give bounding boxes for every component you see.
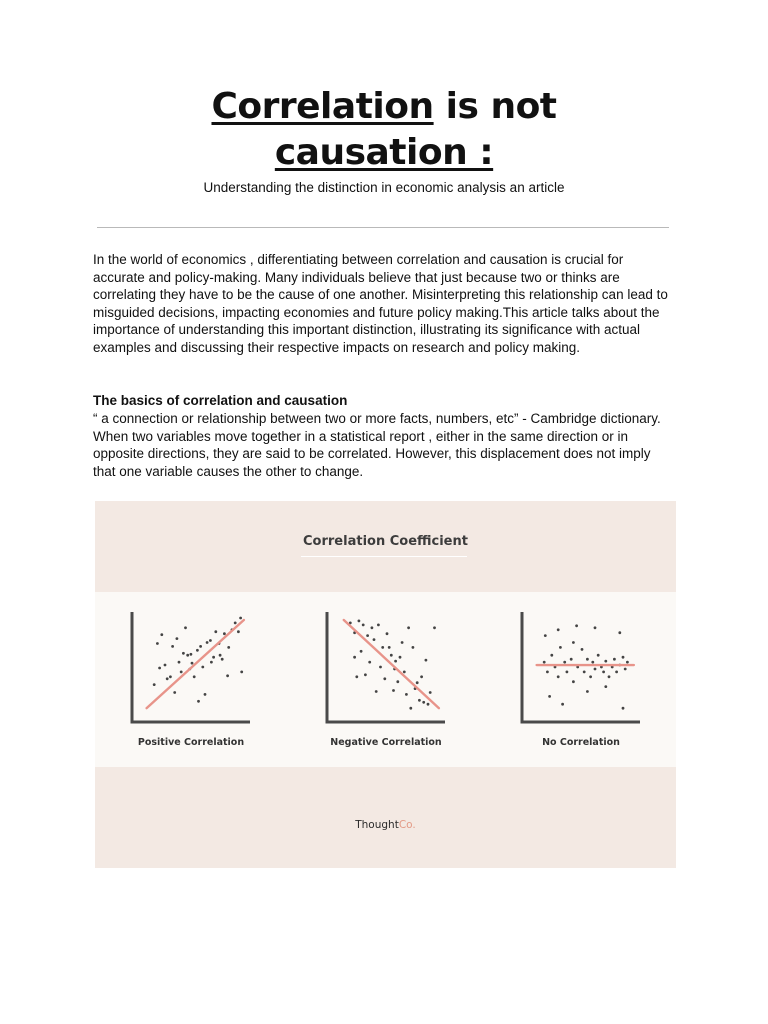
data-point: [608, 675, 611, 678]
data-point: [377, 624, 380, 627]
data-point: [355, 675, 358, 678]
data-point: [583, 671, 586, 674]
data-point: [572, 641, 575, 644]
trend-line: [344, 620, 439, 708]
title-word-is-not: is not: [433, 86, 557, 127]
data-point: [166, 677, 169, 680]
data-point: [212, 656, 215, 659]
data-point: [622, 656, 625, 659]
data-point: [403, 671, 406, 674]
data-point: [409, 707, 412, 710]
title-word-correlation: Correlation: [211, 86, 434, 127]
data-point: [239, 617, 242, 620]
data-point: [373, 638, 376, 641]
data-point: [156, 642, 159, 645]
data-point: [371, 626, 374, 629]
data-point: [360, 650, 363, 653]
data-point: [618, 631, 621, 634]
data-point: [209, 639, 212, 642]
data-point: [581, 648, 584, 651]
title-word-causation: causation :: [274, 132, 494, 173]
data-point: [375, 690, 378, 693]
data-point: [240, 671, 243, 674]
data-point: [422, 701, 425, 704]
data-point: [353, 656, 356, 659]
data-point: [221, 658, 224, 661]
data-point: [602, 671, 605, 674]
data-point: [204, 693, 207, 696]
data-point: [223, 632, 226, 635]
scatter-plots: [95, 592, 676, 767]
data-point: [586, 690, 589, 693]
data-point: [561, 703, 564, 706]
data-point: [425, 659, 428, 662]
trend-line: [147, 620, 244, 708]
section-paragraph: “ a connection or relationship between two or more facts, numbers, etc” - Cambridge dictionary. When two variables move together in a statistical report , either in the same direction or in opposite directions, they are said to be correlated. However, this displacement does not imply that one variable causes the other to change.: [93, 411, 661, 479]
data-point: [164, 664, 167, 667]
data-point: [429, 691, 432, 694]
data-point: [234, 622, 237, 625]
data-point: [401, 641, 404, 644]
correlation-figure: [95, 501, 676, 868]
data-point: [180, 671, 183, 674]
data-point: [201, 666, 204, 669]
data-point: [543, 661, 546, 664]
data-point: [427, 703, 430, 706]
data-point: [615, 671, 618, 674]
data-point: [572, 680, 575, 683]
logo-co: Co.: [398, 819, 416, 831]
section-heading: The basics of correlation and causation: [93, 393, 348, 408]
data-point: [586, 658, 589, 661]
data-point: [566, 671, 569, 674]
data-point: [178, 661, 181, 664]
data-point: [199, 645, 202, 648]
data-point: [597, 654, 600, 657]
data-point: [396, 680, 399, 683]
data-point: [420, 675, 423, 678]
data-point: [366, 634, 369, 637]
data-point: [364, 673, 367, 676]
plot-label: Negative Correlation: [330, 737, 442, 748]
data-point: [158, 667, 161, 670]
data-point: [193, 675, 196, 678]
data-point: [433, 626, 436, 629]
data-point: [399, 656, 402, 659]
data-point: [160, 633, 163, 636]
intro-paragraph: In the world of economics , differentiating between correlation and causation is crucial for accurate and policy-making. Many individuals believe that just because two or thinks are correlating they have to be the cause of one another. Misinterpreting this relationship can lead to misguided decisions, impacting economies and future policy making.This article talks about the importance of understanding this important distinction, illustrating its significance with actual examples and discussing their respective impacts on research and policy making.: [93, 252, 668, 355]
scatter-plots-band: [95, 592, 676, 767]
data-point: [388, 646, 391, 649]
data-point: [226, 674, 229, 677]
data-point: [546, 671, 549, 674]
data-point: [237, 630, 240, 633]
data-point: [570, 658, 573, 661]
data-point: [368, 661, 371, 664]
data-point: [186, 654, 189, 657]
data-point: [548, 695, 551, 698]
data-point: [227, 646, 230, 649]
data-point: [210, 661, 213, 664]
data-point: [589, 675, 592, 678]
data-point: [171, 645, 174, 648]
data-point: [604, 685, 607, 688]
data-point: [557, 628, 560, 631]
data-point: [604, 660, 607, 663]
data-point: [613, 658, 616, 661]
data-point: [190, 653, 193, 656]
data-point: [173, 691, 176, 694]
data-point: [176, 637, 179, 640]
data-point: [559, 646, 562, 649]
data-point: [412, 646, 415, 649]
data-point: [196, 649, 199, 652]
data-point: [594, 626, 597, 629]
article-title: [0, 84, 768, 176]
data-point: [379, 666, 382, 669]
data-point: [182, 652, 185, 655]
data-point: [624, 668, 627, 671]
plot-label: Positive Correlation: [137, 737, 245, 748]
data-point: [197, 700, 200, 703]
data-point: [394, 660, 397, 663]
data-point: [392, 689, 395, 692]
article-subtitle: Understanding the distinction in economic analysis an article: [203, 180, 565, 195]
data-point: [358, 620, 361, 623]
data-point: [591, 661, 594, 664]
data-point: [184, 626, 187, 629]
data-point: [594, 668, 597, 671]
data-point: [557, 675, 560, 678]
data-point: [622, 707, 625, 710]
data-point: [381, 646, 384, 649]
data-point: [153, 683, 156, 686]
data-point: [405, 693, 408, 696]
data-point: [219, 654, 222, 657]
data-point: [626, 661, 629, 664]
data-point: [407, 626, 410, 629]
thoughtco-logo: [95, 819, 676, 831]
figure-title: Correlation Coefficient: [303, 534, 468, 549]
data-point: [418, 699, 421, 702]
logo-thought: Thought: [355, 819, 399, 831]
data-point: [386, 632, 389, 635]
figure-title-underline: [301, 556, 467, 557]
data-point: [214, 630, 217, 633]
data-point: [191, 662, 194, 665]
title-divider: [97, 227, 669, 228]
data-point: [362, 624, 365, 627]
data-point: [563, 661, 566, 664]
data-point: [390, 654, 393, 657]
data-point: [169, 675, 172, 678]
plot-label: No Correlation: [542, 737, 620, 748]
data-point: [544, 634, 547, 637]
data-point: [550, 654, 553, 657]
data-point: [383, 677, 386, 680]
data-point: [416, 681, 419, 684]
data-point: [206, 641, 209, 644]
data-point: [575, 624, 578, 627]
